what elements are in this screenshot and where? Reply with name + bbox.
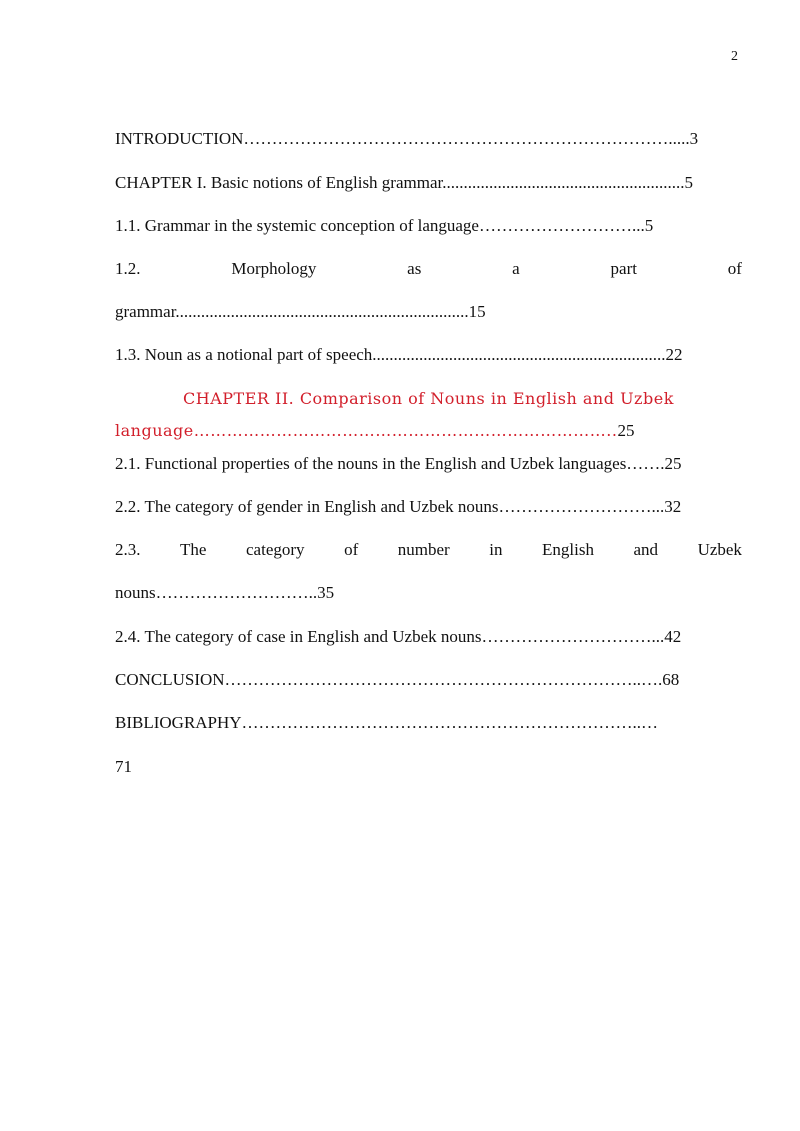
toc-item-1-2 — [115, 259, 742, 279]
toc-item-2-3-word: and — [633, 540, 659, 559]
toc-item-1-2-continuation: grammar.....................................................................15 — [115, 302, 486, 321]
toc-chapter-2-page: 25 — [617, 421, 635, 440]
toc-chapter-2-leader: language………………………………………………………………….. — [115, 421, 618, 440]
toc-introduction: INTRODUCTION………………………………………………………………….....3 — [115, 129, 699, 148]
toc-item-2-3-word: The — [180, 540, 207, 559]
toc-chapter-2-continuation — [115, 421, 742, 441]
toc-item-2-3-word: number — [397, 540, 450, 559]
toc-item-2-3-word: Uzbek — [697, 540, 742, 559]
toc-item-1-2-word: 1.2. — [115, 259, 141, 278]
toc-item-1-1: 1.1. Grammar in the systemic conception of language………………………...5 — [115, 216, 654, 235]
toc-item-2-3-continuation: nouns………………………..35 — [115, 583, 335, 602]
toc-item-2-3-word: category — [246, 540, 305, 559]
toc-item-1-2-word: as — [407, 259, 422, 278]
toc-conclusion: CONCLUSION………………………………………………………………..….68 — [115, 670, 680, 689]
toc-item-2-3-word: in — [489, 540, 503, 559]
toc-item-1-2-word: of — [727, 259, 742, 278]
toc-chapter-2-title: CHAPTER II. Comparison of Nouns in English and Uzbek — [183, 389, 674, 408]
page-number: 2 — [731, 49, 738, 64]
toc-item-2-3 — [115, 540, 742, 560]
toc-item-2-1: 2.1. Functional properties of the nouns in the English and Uzbek languages…….25 — [115, 454, 682, 473]
toc-item-1-3: 1.3. Noun as a notional part of speech.....................................................................22 — [115, 345, 683, 364]
toc-item-2-4: 2.4. The category of case in English and Uzbek nouns…………………………...42 — [115, 627, 682, 646]
toc-item-2-2: 2.2. The category of gender in English and Uzbek nouns………………………...32 — [115, 497, 682, 516]
toc-item-1-2-word: Morphology — [231, 259, 317, 278]
toc-item-2-3-word: 2.3. — [115, 540, 141, 559]
toc-bibliography-page: 71 — [115, 757, 132, 776]
toc-item-2-3-word: of — [344, 540, 359, 559]
toc-item-1-2-word: part — [610, 259, 637, 278]
toc-item-2-3-word: English — [542, 540, 594, 559]
toc-chapter-1: CHAPTER I. Basic notions of English grammar.........................................................5 — [115, 173, 693, 192]
toc-bibliography: BIBLIOGRAPHY……………………………………………………………..… — [115, 713, 659, 732]
toc-item-1-2-word: a — [512, 259, 520, 278]
